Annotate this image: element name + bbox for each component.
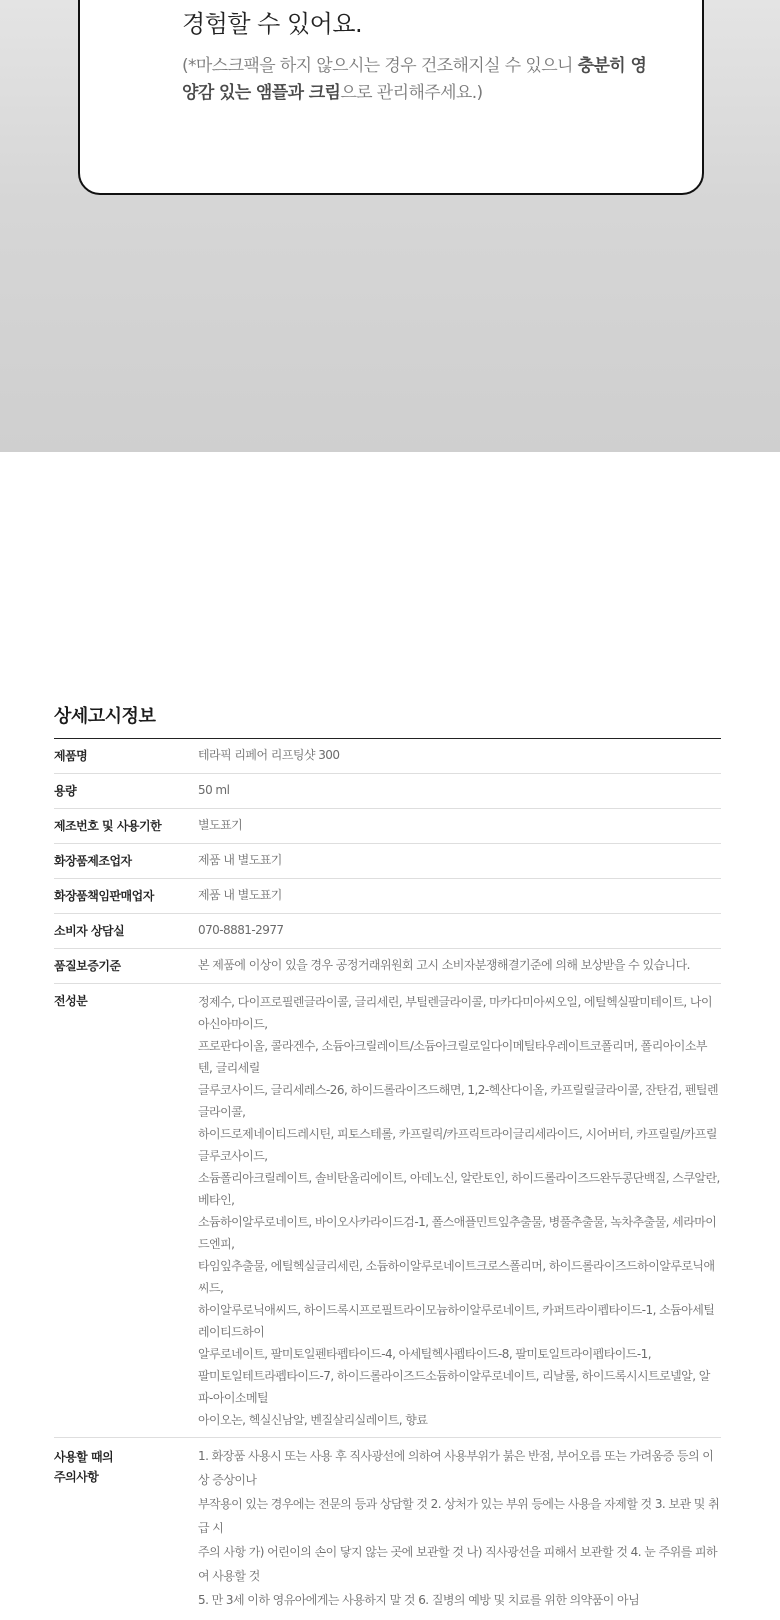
ingredients-line: 팔미토일테트라펩타이드-7, 하이드롤라이즈드소듐하이알루로네이트, 리날룰, 하이드록시시트로넬알, 알파-아이소메틸 <box>198 1369 710 1405</box>
spec-row-customer-service <box>54 914 721 949</box>
hero-note-part: 으로 관리해주세요.) <box>340 83 483 103</box>
spec-row-product-name <box>54 739 721 774</box>
ingredients-line: 알루로네이트, 팔미토일펜타펩타이드-4, 아세틸헥사펩타이드-8, 팔미토일트라이펩타이드-1, <box>198 1347 651 1361</box>
spec-title: 상세고시정보 <box>54 702 721 739</box>
spec-row-volume <box>54 774 721 809</box>
hero-note-part: (*마스크팩을 하지 않으시는 경우 건조해지실 수 있으니 <box>182 56 578 76</box>
spec-row-caution <box>54 1438 721 1620</box>
spec-row-ingredients <box>54 984 721 1438</box>
spec-row-distributor <box>54 879 721 914</box>
spec-label: 화장품책임판매업자 <box>54 889 154 903</box>
ingredients-line: 프로판다이올, 콜라겐수, 소듐아크릴레이트/소듐아크릴로일다이메틸타우레이트코폴리머, 폴리아이소부텐, 글리세릴 <box>198 1039 707 1075</box>
spec-value: 테라픽 리페어 리프팅샷 300 <box>198 748 340 762</box>
product-info-table <box>54 702 721 1620</box>
spec-label: 용량 <box>54 784 77 798</box>
caution-line: 주의 사항 가) 어린이의 손이 닿지 않는 곳에 보관할 것 나) 직사광선을 피해서 보관할 것 4. 눈 주위를 피하여 사용할 것 <box>198 1545 718 1583</box>
ingredients-list <box>198 984 721 1437</box>
caution-text <box>198 1438 721 1620</box>
spec-label <box>54 1438 198 1620</box>
spec-value: 제품 내 별도표기 <box>198 888 282 902</box>
spec-value: 제품 내 별도표기 <box>198 853 282 867</box>
spec-label: 품질보증기준 <box>54 959 121 973</box>
caution-label-line: 사용할 때의 <box>54 1450 114 1464</box>
spec-row-quality-guarantee <box>54 949 721 984</box>
ingredients-line: 소듐폴리아크릴레이트, 솔비탄올리에이트, 아데노신, 알란토인, 하이드롤라이즈드완두콩단백질, 스쿠알란, 베타인, <box>198 1171 720 1207</box>
hero-section <box>0 0 780 452</box>
caution-line: 5. 만 3세 이하 영유아에게는 사용하지 말 것 6. 질병의 예방 및 치료를 위한 의약품이 아님 <box>198 1593 640 1607</box>
ingredients-line: 하이드로제네이티드레시틴, 피토스테롤, 카프릴릭/카프릭트라이글리세라이드, 시어버터, 카프릴릴/카프릴글루코사이드, <box>198 1127 717 1163</box>
spec-row-lot-expiry <box>54 809 721 844</box>
spec-label: 화장품제조업자 <box>54 854 132 868</box>
spec-value: 본 제품에 이상이 있을 경우 공정거래위원회 고시 소비자분쟁해결기준에 의해 보상받을 수 있습니다. <box>198 958 690 972</box>
caution-label-line: 주의사항 <box>54 1470 99 1484</box>
hero-headline: 경험할 수 있어요. <box>182 10 363 38</box>
hero-note-emphasis: 충분히 영양감 있는 앰플과 크림 <box>182 56 647 103</box>
ingredients-line: 정제수, 다이프로필렌글라이콜, 글리세린, 부틸렌글라이콜, 마카다미아씨오일, 에틸헥실팔미테이트, 나이아신아마이드, <box>198 995 712 1031</box>
spec-value: 별도표기 <box>198 818 243 832</box>
spec-label: 제조번호 및 사용기한 <box>54 819 162 833</box>
hero-card <box>78 0 704 195</box>
spec-label: 소비자 상담실 <box>54 924 125 938</box>
spec-row-manufacturer <box>54 844 721 879</box>
hero-note <box>182 53 652 107</box>
caution-line: 1. 화장품 사용시 또는 사용 후 직사광선에 의하여 사용부위가 붉은 반점, 부어오름 또는 가려움증 등의 이상 증상이나 <box>198 1449 714 1487</box>
ingredients-line: 아이오논, 헥실신남알, 벤질살리실레이트, 향료 <box>198 1413 428 1427</box>
ingredients-line: 하이알루로닉애씨드, 하이드록시프로필트라이모늄하이알루로네이트, 카퍼트라이펩타이드-1, 소듐아세틸레이티드하이 <box>198 1303 715 1339</box>
ingredients-line: 타임잎추출물, 에틸헥실글리세린, 소듐하이알루로네이트크로스폴리머, 하이드롤라이즈드하이알루로닉애씨드, <box>198 1259 715 1295</box>
caution-line: 부작용이 있는 경우에는 전문의 등과 상담할 것 2. 상처가 있는 부위 등에는 사용을 자제할 것 3. 보관 및 취급 시 <box>198 1497 720 1535</box>
ingredients-line: 글루코사이드, 글리세레스-26, 하이드롤라이즈드해면, 1,2-헥산다이올, 카프릴릴글라이콜, 잔탄검, 펜틸렌글라이콜, <box>198 1083 719 1119</box>
spec-value: 50 ml <box>198 783 230 797</box>
spec-label: 전성분 <box>54 994 88 1008</box>
spec-value: 070-8881-2977 <box>198 923 284 937</box>
spec-label: 제품명 <box>54 749 88 763</box>
ingredients-line: 소듐하이알루로네이트, 바이오사카라이드검-1, 폴스애플민트잎추출물, 병풀추출물, 녹차추출물, 세라마이드엔피, <box>198 1215 717 1251</box>
